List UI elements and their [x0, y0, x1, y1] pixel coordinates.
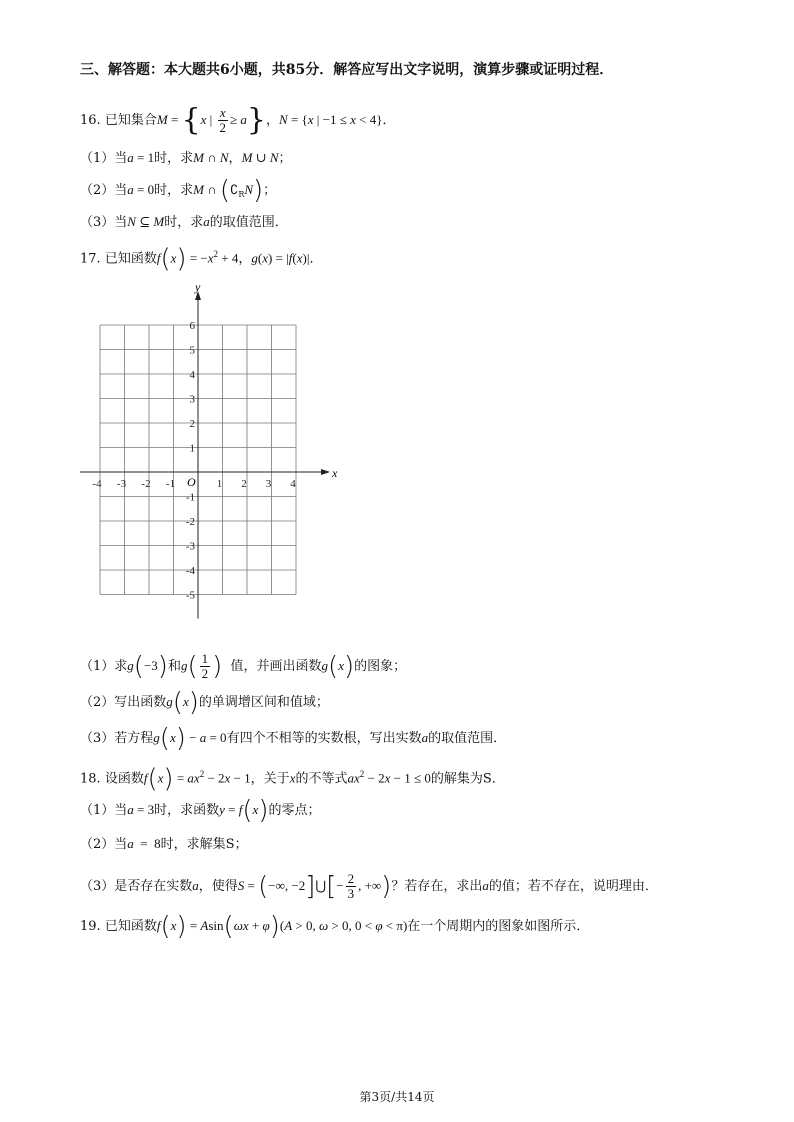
x-tick-label: -1 [165, 478, 176, 490]
x-tick-label: -3 [116, 478, 127, 490]
y-axis-label: y [195, 280, 201, 294]
origin-label: O [187, 475, 196, 489]
axes [80, 291, 330, 619]
x-axis-label: x [332, 466, 338, 480]
y-tick-label: 6 [189, 320, 195, 332]
y-tick-label: 1 [189, 442, 195, 455]
x-axis-arrow [321, 469, 330, 475]
page-footer: 第3页/共14页 [359, 1090, 435, 1104]
q17-statement: 17. 已知函数$f(x) = -x^2 + 4$，g(x) = |f(x)|． [80, 243, 323, 274]
y-tick-label: -4 [185, 565, 195, 577]
q18-part2: （2）当a = 8时，求解集S； [80, 836, 248, 852]
q16-statement: 16. 已知集合M = {x | $\frac{x}{2}$ ≥ a}，N = {x | −1 ≤ x < 4}． [80, 102, 396, 138]
y-tick-label: -2 [185, 516, 195, 528]
q17-part3: （3）若方程g(x) − a = 0有四个不相等的实数根，写出实数a的取值范围． [80, 723, 507, 754]
q17-part2: （2）写出函数g(x)的单调增区间和值域； [80, 687, 329, 718]
x-tick-label: 2 [241, 478, 247, 490]
y-tick-label: 5 [189, 344, 195, 357]
q18-statement: 18. 设函数$f(x) = ax^2 - 2x - 1$，关于x的不等式$ax^2 - 2x - 1 \le 0$的解集为S． [80, 763, 505, 794]
q17-part1: （1）求g(−3)和g( $\frac{1}{2}$ ) 值，并画出函数g(x)的图象； [80, 651, 407, 682]
y-tick-label: 3 [189, 393, 195, 406]
tick-labels [92, 320, 296, 602]
q16-part1: （1）当a = 1时，求M ∩ N，M ∪ N； [80, 150, 292, 166]
q16-part2: （2）当a = 0时，求M ∩ $(∁_RN)$； [80, 175, 277, 206]
y-tick-label: -3 [185, 540, 195, 553]
x-tick-label: 3 [265, 478, 272, 490]
x-tick-label: -2 [141, 478, 151, 490]
x-tick-label: 1 [216, 478, 223, 490]
y-tick-label: -5 [185, 589, 195, 602]
x-tick-label: 4 [290, 478, 296, 490]
section-heading: 三、解答题：本大题共6小题，共85分．解答应写出文字说明，演算步骤或证明过程． [80, 62, 614, 78]
y-tick-label: 2 [189, 418, 195, 430]
q18-part1: （1）当a = 3时，求函数y = f(x)的零点； [80, 795, 321, 826]
coordinate-grid [80, 280, 340, 625]
x-tick-label: -4 [92, 478, 102, 490]
q19-statement: 19. 已知函数f(x) = Asin(ωx + φ)(A > 0, ω > 0, 0 < φ < π)在一个周期内的图象如图所示． [80, 911, 590, 942]
y-tick-label: 4 [189, 369, 195, 381]
q16-part3: （3）当N ⊆ M时，求a的取值范围． [80, 214, 288, 230]
y-tick-label: -1 [185, 491, 195, 504]
q18-part3: （3）是否存在实数a，使得S = (−∞, −2]⋃[− $\frac{2}{3}$ , +∞)？若存在，求出a的值；若不存在，说明理由． [80, 871, 658, 902]
